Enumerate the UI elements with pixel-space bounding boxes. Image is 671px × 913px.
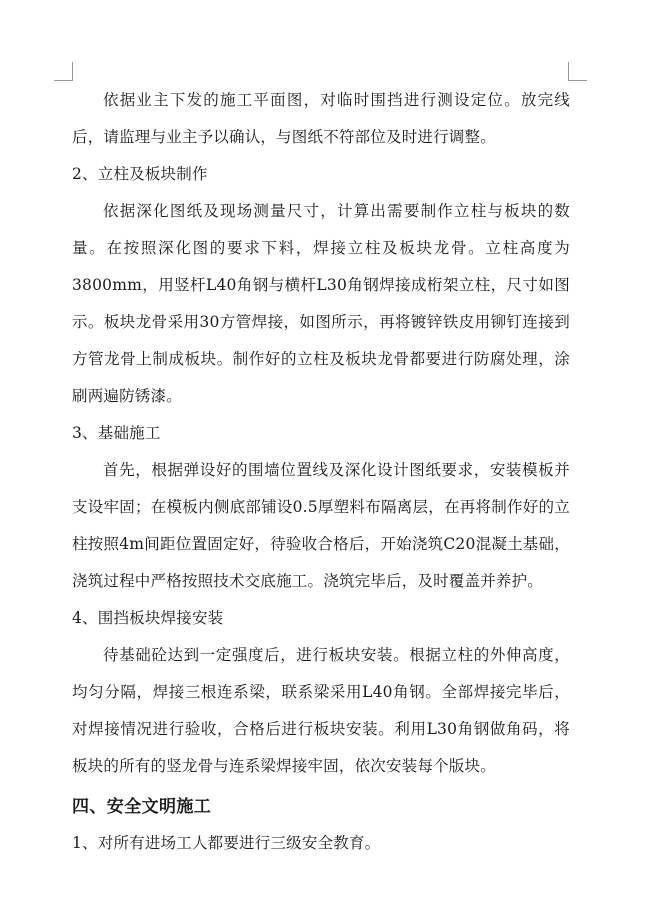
section-title: 四、安全文明施工: [72, 797, 212, 817]
subheading: 3、基础施工: [72, 424, 161, 442]
document-body: [72, 82, 570, 862]
page-margin-corner-right: [568, 62, 587, 81]
page-margin-corner-left: [54, 62, 73, 81]
subheading: 4、围挡板块焊接安装: [72, 609, 224, 627]
subheading: 2、立柱及板块制作: [72, 165, 208, 183]
body-paragraph: 首先，根据弹设好的围墙位置线及深化设计图纸要求，安装模板并支设牢固；在模板内侧底部铺设0.5厚塑料布隔离层，在再将制作好的立柱按照4m间距位置固定好，待验收合格后，开始浇筑C20混凝土基础，浇筑过程中严格按照技术交底施工。浇筑完毕后，及时覆盖并养护。: [72, 461, 570, 590]
subheading: 1、对所有进场工人都要进行三级安全教育。: [72, 834, 381, 852]
body-paragraph: 待基础砼达到一定强度后，进行板块安装。根据立柱的外伸高度，均匀分隔，焊接三根连系梁，联系梁采用L40角钢。全部焊接完毕后，对焊接情况进行验收，合格后进行板块安装。利用L30角钢做角码，将板块的所有的竖龙骨与连系梁焊接牢固，依次安装每个版块。: [72, 646, 570, 775]
body-paragraph: 依据业主下发的施工平面图，对临时围挡进行测设定位。放完线后，请监理与业主予以确认，与图纸不符部位及时进行调整。: [72, 91, 570, 146]
body-paragraph: 依据深化图纸及现场测量尺寸，计算出需要制作立柱与板块的数量。在按照深化图的要求下料，焊接立柱及板块龙骨。立柱高度为3800mm，用竖杆L40角钢与横杆L30角钢焊接成桁架立柱，尺寸如图示。板块龙骨采用30方管焊接，如图所示，再将镀锌铁皮用铆钉连接到方管龙骨上制成板块。制作好的立柱及板块龙骨都要进行防腐处理，涂刷两遍防锈漆。: [72, 202, 570, 405]
